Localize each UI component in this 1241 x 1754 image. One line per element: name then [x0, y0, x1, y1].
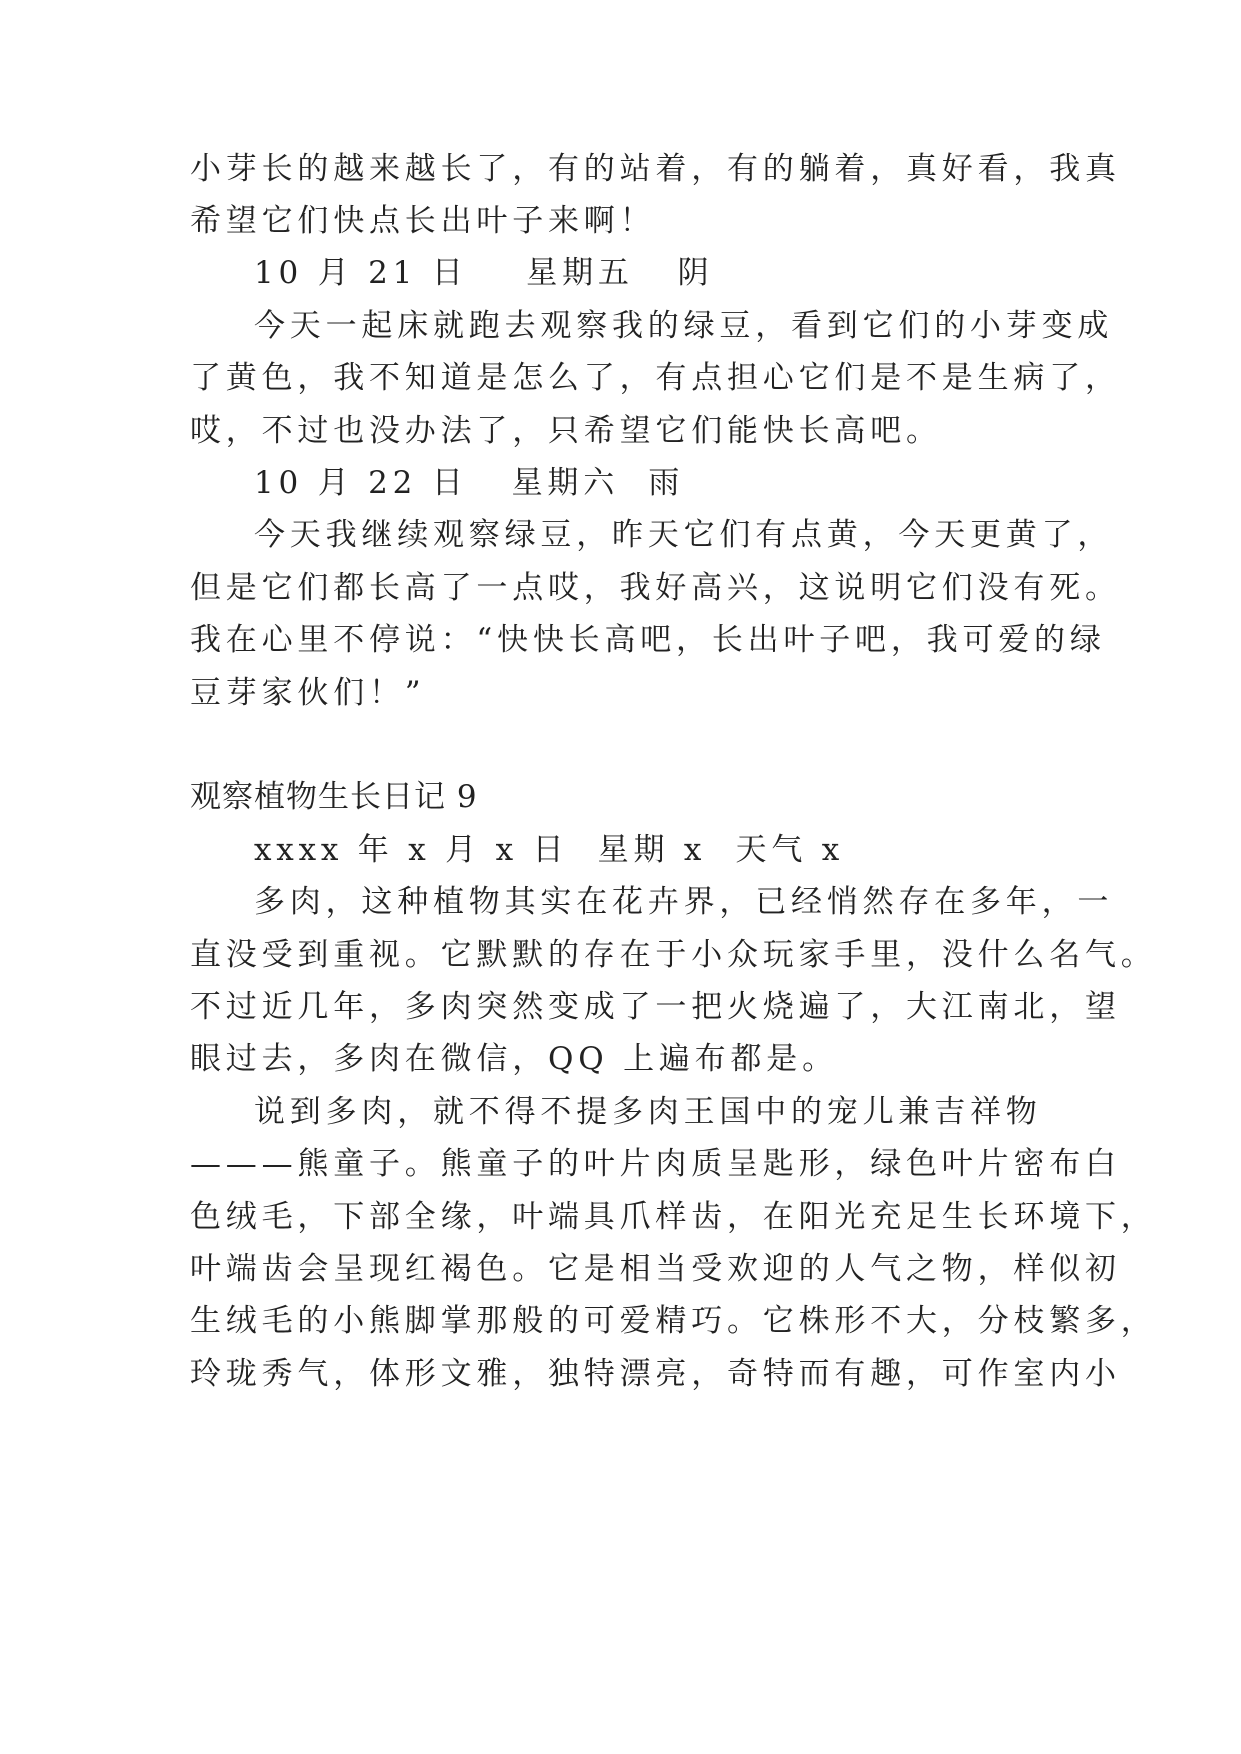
- body-line: 说到多肉，就不得不提多肉王国中的宠儿兼吉祥物: [254, 1094, 1042, 1130]
- body-line: 眼过去，多肉在微信，QQ 上遍布都是。: [190, 1041, 838, 1077]
- body-line: 了黄色，我不知道是怎么了，有点担心它们是不是生病了，: [190, 360, 1121, 396]
- body-line: 今天我继续观察绿豆，昨天它们有点黄，今天更黄了，: [254, 517, 1114, 553]
- body-line: 哎，不过也没办法了，只希望它们能快长高吧。: [190, 413, 942, 449]
- diary-date-line: 10 月 21 日 星期五 阴: [254, 255, 714, 291]
- body-line: ———熊童子。熊童子的叶片肉质呈匙形，绿色叶片密布白: [190, 1146, 1121, 1182]
- body-line: 小芽长的越来越长了，有的站着，有的躺着，真好看，我真: [190, 151, 1121, 187]
- body-line: 多肉，这种植物其实在花卉界，已经悄然存在多年，一: [254, 884, 1114, 920]
- body-line: 叶端齿会呈现红褐色。它是相当受欢迎的人气之物，样似初: [190, 1251, 1121, 1287]
- diary-date-line: xxxx 年 x 月 x 日 星期 x 天气 x: [254, 832, 845, 868]
- diary-date-line: 10 月 22 日 星期六 雨: [254, 465, 685, 501]
- body-line: 直没受到重视。它默默的存在于小众玩家手里，没什么名气。: [190, 937, 1157, 973]
- body-line: 豆芽家伙们！”: [190, 675, 426, 711]
- body-line: 今天一起床就跑去观察我的绿豆，看到它们的小芽变成: [254, 308, 1114, 344]
- body-line: 但是它们都长高了一点哎，我好高兴，这说明它们没有死。: [190, 570, 1121, 606]
- section-title: 观察植物生长日记 9: [190, 779, 478, 815]
- body-line: 不过近几年，多肉突然变成了一把火烧遍了，大江南北，望: [190, 989, 1121, 1025]
- body-line: 我在心里不停说：“快快长高吧，长出叶子吧，我可爱的绿: [190, 622, 1106, 658]
- body-line: 希望它们快点长出叶子来啊！: [190, 203, 656, 239]
- body-line: 玲珑秀气，体形文雅，独特漂亮，奇特而有趣，可作室内小: [190, 1356, 1121, 1392]
- body-line: 色绒毛，下部全缘，叶端具爪样齿，在阳光充足生长环境下，: [190, 1199, 1157, 1235]
- body-line: 生绒毛的小熊脚掌那般的可爱精巧。它株形不大，分枝繁多，: [190, 1303, 1157, 1339]
